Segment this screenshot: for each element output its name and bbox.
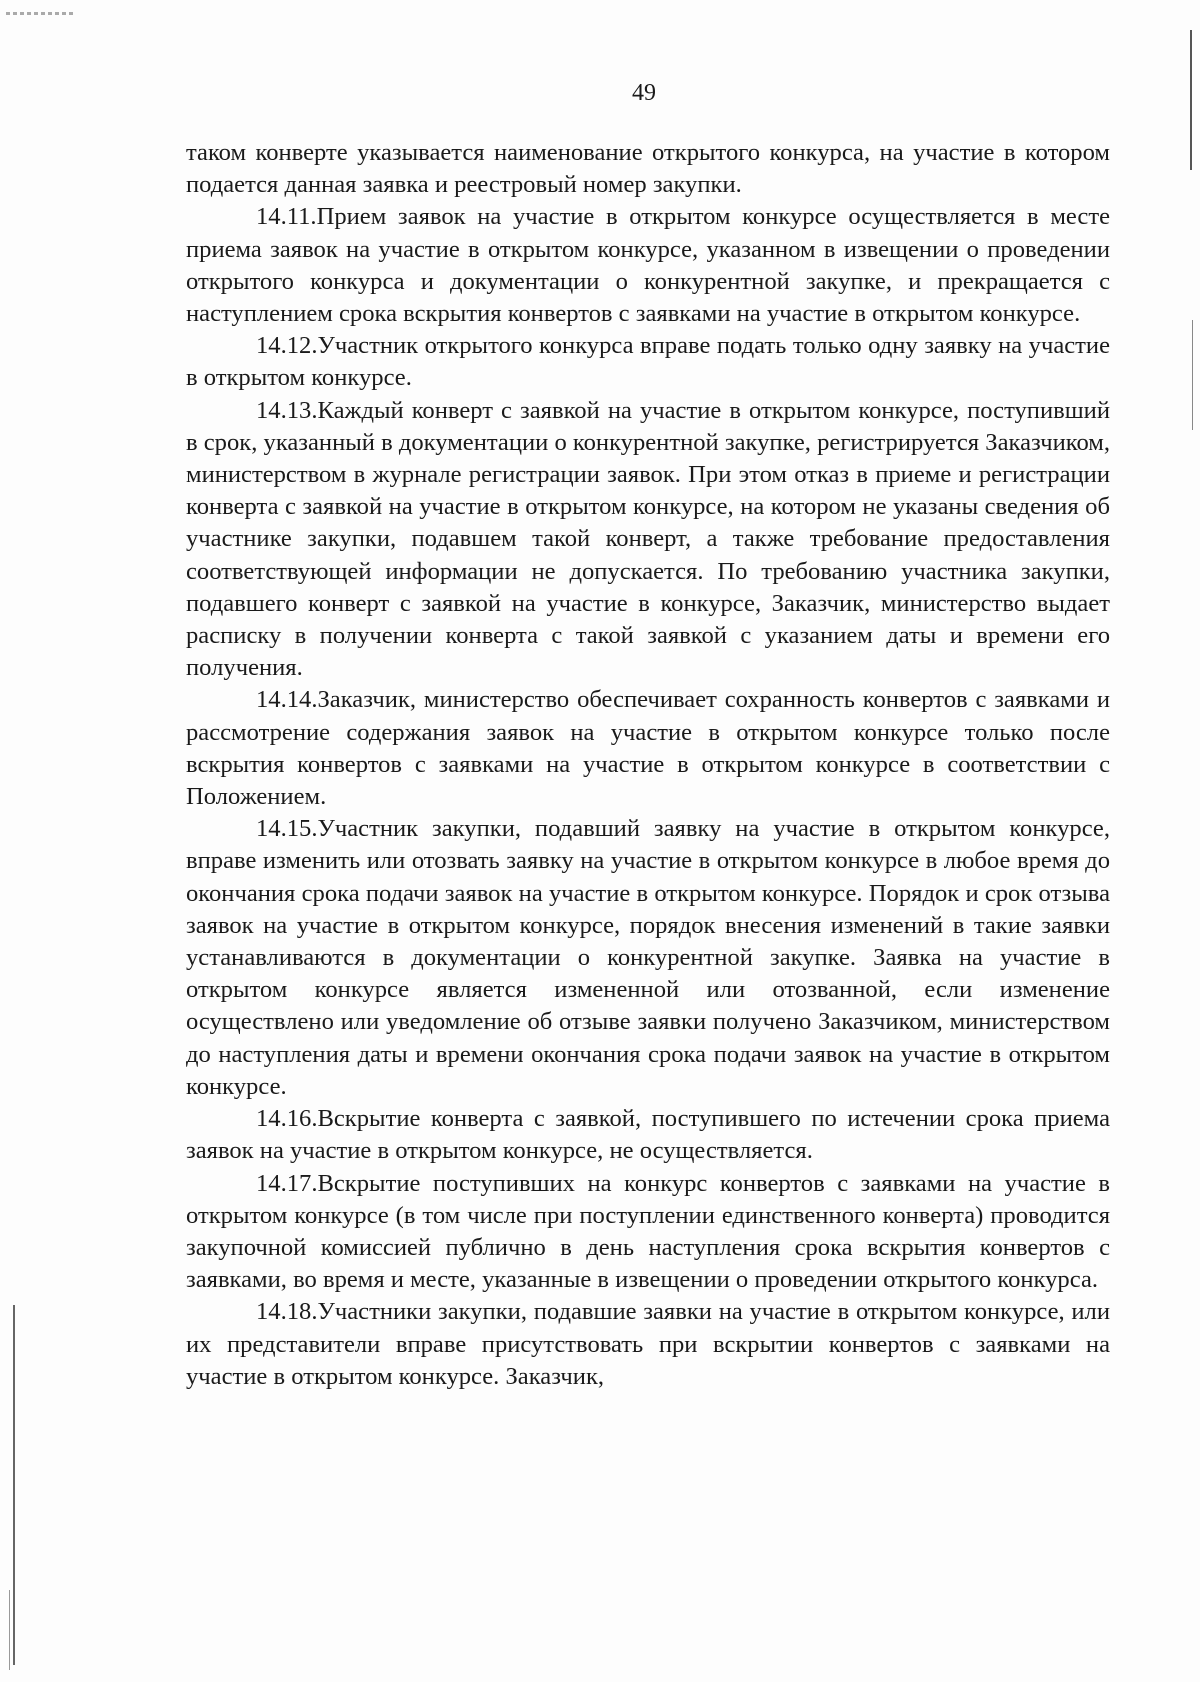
paragraph-14-13: 14.13.Каждый конверт с заявкой на участие в открытом конкурсе, поступивший в срок, указанный в документации о конкурентной закупке, регистрируется Заказчиком, министерством в журнале регистрации заявок. При этом отказ в приеме и регистрации конверта с заявкой на участие в открытом конкурсе, на котором не указаны сведения об участнике закупки, подавшем такой конверт, а также требование предоставления соответствующей информации не допускается. По требованию участника закупки, подавшего конверт с заявкой на участие в конкурсе, Заказчик, министерство выдает расписку в получении конверта с такой заявкой с указанием даты и времени его получения. [186, 396, 1110, 682]
paragraph-14-14: 14.14.Заказчик, министерство обеспечивает сохранность конвертов с заявками и рассмотрение содержания заявок на участие в открытом конкурсе только после вскрытия конвертов с заявками на участие в открытом конкурсе в соответствии с Положением. [186, 686, 1110, 811]
document-body [186, 137, 1110, 1393]
scan-artifact [1192, 320, 1193, 430]
scan-artifact [13, 1305, 15, 1665]
paragraph-14-16: 14.16.Вскрытие конверта с заявкой, поступившего по истечении срока приема заявок на участие в открытом конкурсе, не осуществляется. [186, 1105, 1110, 1165]
paragraph-14-18: 14.18.Участники закупки, подавшие заявки на участие в открытом конкурсе, или их представители вправе присутствовать при вскрытии конвертов с заявками на участие в открытом конкурсе. Заказчик, [186, 1298, 1110, 1390]
paragraph-14-17: 14.17.Вскрытие поступивших на конкурс конвертов с заявками на участие в открытом конкурсе (в том числе при поступлении единственного конверта) проводится закупочной комиссией публично в день наступления срока вскрытия конвертов с заявками, во время и месте, указанные в извещении о проведении открытого конкурса. [186, 1169, 1110, 1294]
scan-artifact [9, 1590, 10, 1670]
paragraph-14-11: 14.11.Прием заявок на участие в открытом конкурсе осуществляется в месте приема заявок на участие в открытом конкурсе, указанном в извещении о проведении открытого конкурса и документации о конкурентной закупке, и прекращается с наступлением срока вскрытия конвертов с заявками на участие в открытом конкурсе. [186, 203, 1110, 328]
paragraph-14-12: 14.12.Участник открытого конкурса вправе подать только одну заявку на участие в открытом конкурсе. [186, 332, 1110, 392]
scan-artifact [6, 12, 76, 15]
paragraph-14-15: 14.15.Участник закупки, подавший заявку на участие в открытом конкурсе, вправе изменить или отозвать заявку на участие в открытом конкурсе в любое время до окончания срока подачи заявок на участие в открытом конкурсе. Порядок и срок отзыва заявок на участие в открытом конкурсе, порядок внесения изменений в такие заявки устанавливаются в документации о конкурентной закупке. Заявка на участие в открытом конкурсе является измененной или отозванной, если изменение осуществлено или уведомление об отзыве заявки получено Заказчиком, министерством до наступления даты и времени окончания срока подачи заявок на участие в открытом конкурсе. [186, 815, 1110, 1100]
paragraph: таком конверте указывается наименование открытого конкурса, на участие в котором подается данная заявка и реестровый номер закупки. [186, 139, 1110, 199]
page-number: 49 [632, 80, 656, 106]
